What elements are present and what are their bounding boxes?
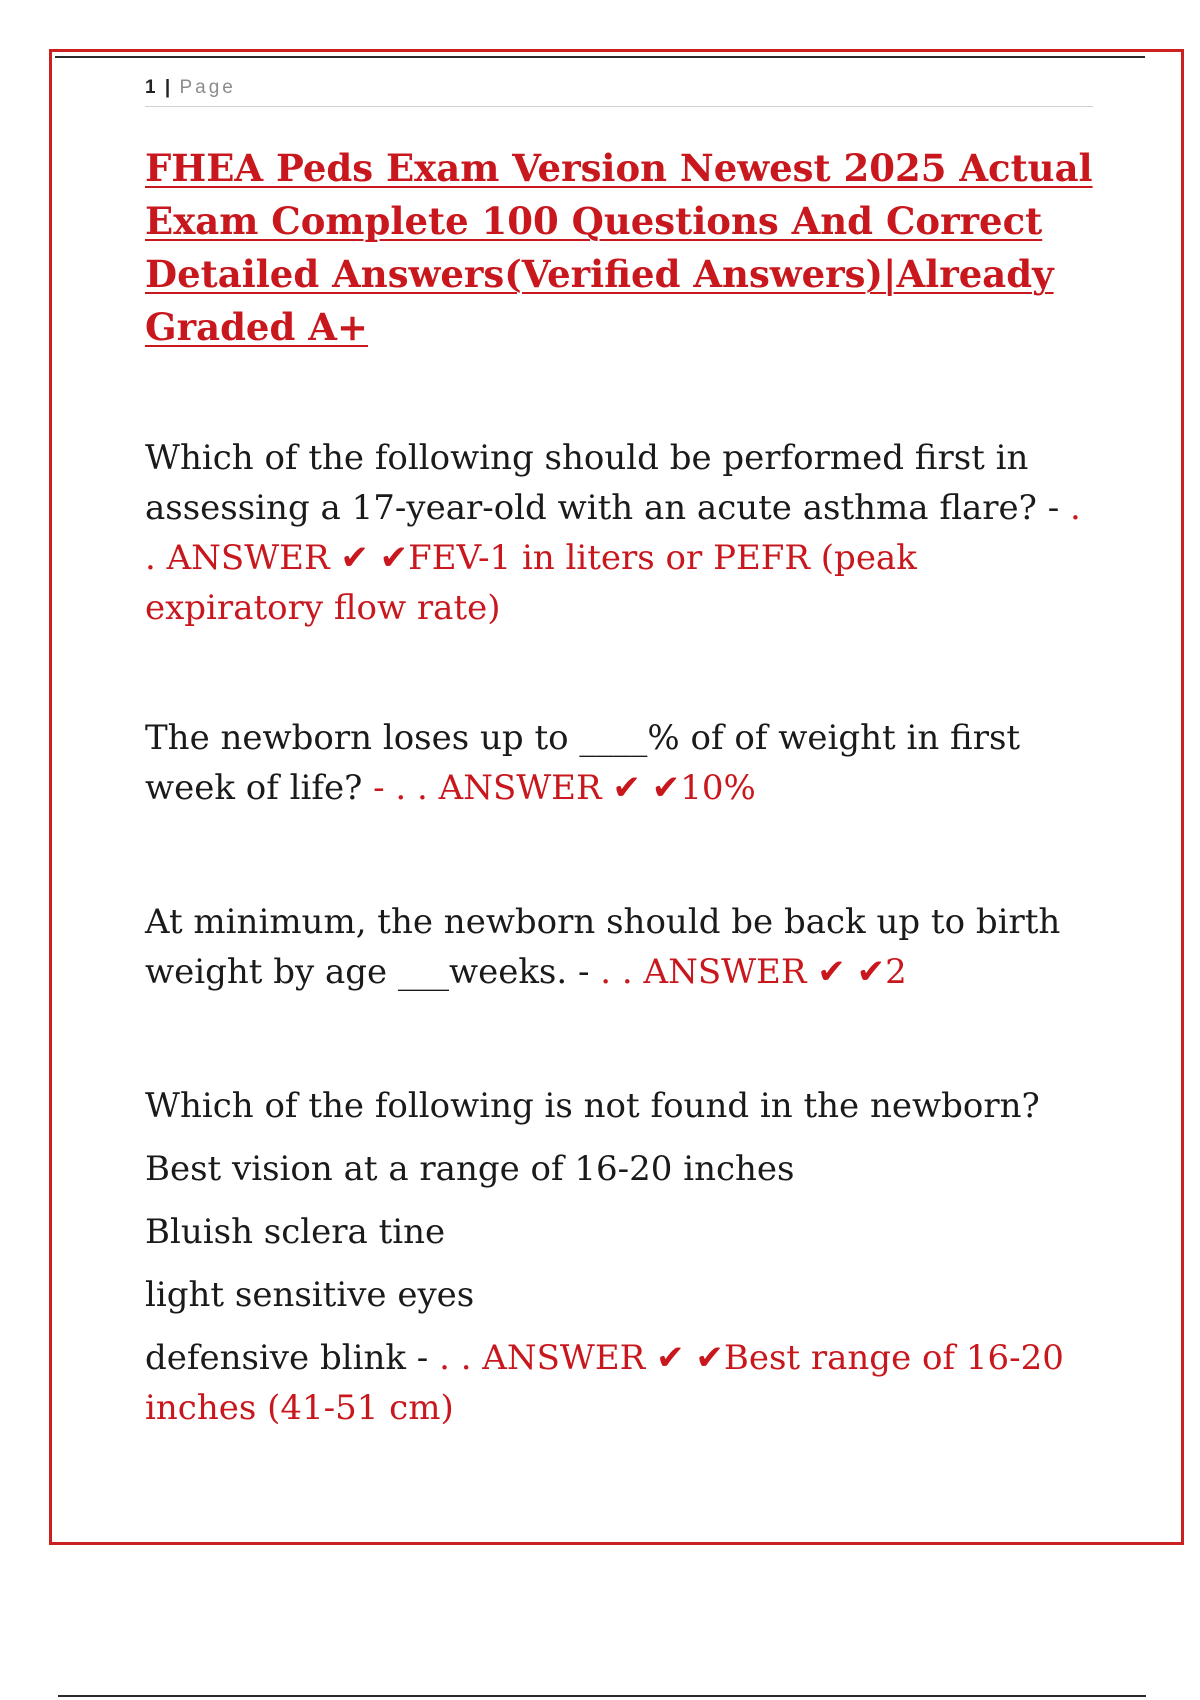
answer-option-last bbox=[145, 1333, 1095, 1433]
answer-text: - . . ANSWER ✔ ✔10% bbox=[373, 768, 756, 808]
question-text: Which of the following is not found in the newborn? bbox=[145, 1086, 1040, 1126]
answer-text: . . ANSWER ✔ ✔FEV-1 in liters or PEFR (peak expiratory flow rate) bbox=[145, 488, 1081, 628]
page-number: 1 bbox=[145, 77, 156, 98]
answer-option: Best vision at a range of 16-20 inches bbox=[145, 1149, 795, 1189]
question-block-1 bbox=[145, 433, 1095, 633]
question-block-3 bbox=[145, 897, 1095, 997]
page-label: Page bbox=[179, 77, 236, 98]
page-header bbox=[145, 76, 1093, 107]
question-text: At minimum, the newborn should be back up to birth weight by age ___weeks. - bbox=[145, 902, 1061, 992]
answer-option-text: defensive blink - bbox=[145, 1338, 440, 1378]
header-separator: | bbox=[164, 77, 171, 98]
bottom-rule bbox=[58, 1695, 1146, 1697]
answer-option: Bluish sclera tine bbox=[145, 1212, 446, 1252]
answer-option: light sensitive eyes bbox=[145, 1275, 475, 1315]
answer-text: . . ANSWER ✔ ✔2 bbox=[600, 952, 907, 992]
question-block-2 bbox=[145, 713, 1095, 813]
question-text: The newborn loses up to ____% of of weight in first week of life? bbox=[145, 718, 1021, 808]
question-block-4 bbox=[145, 1081, 1095, 1433]
answer-text: . . ANSWER ✔ ✔Best range of 16-20 inches (41-51 cm) bbox=[145, 1338, 1064, 1428]
question-text: Which of the following should be performed first in assessing a 17-year-old with an acute asthma flare? - bbox=[145, 438, 1070, 528]
document-title: FHEA Peds Exam Version Newest 2025 Actual Exam Complete 100 Questions And Correct Detailed Answers(Verified Answers)|Already Graded A+ bbox=[145, 146, 1093, 349]
